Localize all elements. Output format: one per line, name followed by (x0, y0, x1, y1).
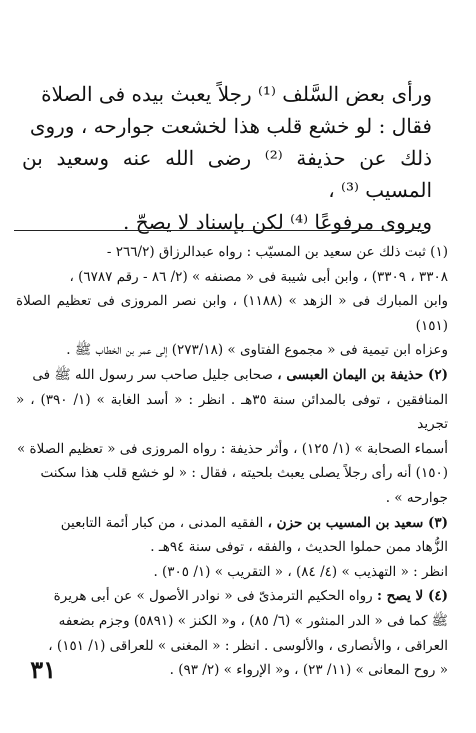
footnote-2-line: أسماء الصحابة » (١/ ١٢٥) ، وأثر حذيفة : رواه المروزى فى « تعظيم الصلاة » (16, 440, 448, 457)
footnote-3-line: انظر : « التهذيب » (٤/ ٨٤) ، « التقريب » (١/ ٣٠٥) . (153, 563, 448, 580)
footnote-1-line: ٣٣٠٨ ، ٣٣٠٩) ، وابن أبى شيبة فى « مصنفه » (٢/ ٨٦ - رقم ٦٧٨٧) ، (69, 268, 448, 285)
footnote-4-head: (٤) لا يصح : (376, 588, 448, 605)
main-line: ويروى مرفوعًا ⁽⁴⁾ لكن بإسناد لا يصحّ . (122, 210, 432, 234)
main-body-text (22, 78, 432, 238)
main-line: فقال : لو خشع قلب هذا لخشعت جوارحه ، وروى (29, 114, 432, 138)
footnote-4-text: رواه الحكيم الترمذىّ فى « نوادر الأصول » عن أبى هريرة (53, 588, 373, 605)
main-line: ذلك عن حذيفة ⁽²⁾ رضى الله عنه وسعيد بن المسيب ⁽³⁾ ، (22, 146, 432, 202)
footnote-2-head: (٢) حذيفة بن اليمان العبسى ، (277, 366, 448, 383)
footnote-4-line: « روح المعانى » (١١/ ٢٣) ، و« الإرواء » (٢/ ٩٣) . (169, 662, 448, 679)
footnote-3-head: (٣) سعيد بن المسيب بن حزن ، (267, 514, 448, 531)
footnote-2-line: جوارحه » . (385, 489, 448, 506)
footnote-2-line: المنافقين ، توفى بالمدائن سنة ٣٥هـ . انظر : « أسد الغابة » (١/ ٣٩٠) ، « تجريد (16, 391, 449, 433)
footnote-2-line (16, 363, 448, 388)
page-number: ٣١ (30, 655, 56, 684)
footnote-1-line: (١) ثبت ذلك عن سعيد بن المسيّب : رواه عبدالرزاق (٢٦٦/٢ - (106, 244, 448, 260)
footnote-1-line: وابن المبارك فى « الزهد » (١١٨٨) ، وابن نصر المروزى فى تعظيم الصلاة (١٥١) (16, 293, 448, 334)
main-line: ورأى بعض السَّلف ⁽¹⁾ رجلاً يعبث بيده فى الصلاة (41, 82, 432, 106)
footnote-3-text: الفقيه المدنى ، من كبار أئمة التابعين (60, 514, 264, 531)
footnote-4-line (16, 584, 448, 609)
footnote-2-text: صحابى جليل صاحب سر رسول الله ﷺ فى (32, 366, 273, 383)
footnote-1-line: وعزاه ابن تيمية فى « مجموع الفتاوى » (٢٧٣/١٨) إلى عمر بن الخطاب ﷺ . (66, 342, 448, 359)
footnote-divider (14, 230, 424, 231)
footnotes-section (16, 240, 448, 683)
footnote-3-line (16, 511, 448, 536)
footnote-4-line: ﷺ كما فى « الدر المنثور » (٦/ ٨٥) ، و« الكنز » (٥٨٩١) وجزم بضعفه (58, 612, 448, 629)
footnote-3-line: الزُّهاد ممن حملوا الحديث ، والفقه ، توفى سنة ٩٤هـ . (150, 539, 448, 556)
footnote-4-line: العراقى ، والأنصارى ، والألوسى . انظر : « المغنى » للعراقى (١/ ١٥١) ، (48, 637, 448, 654)
footnote-2-line: (١٥٠) أنه رأى رجلاً يصلى يعبث بلحيته ، فقال : « لو خشع قلب هذا سكنت (40, 465, 448, 482)
